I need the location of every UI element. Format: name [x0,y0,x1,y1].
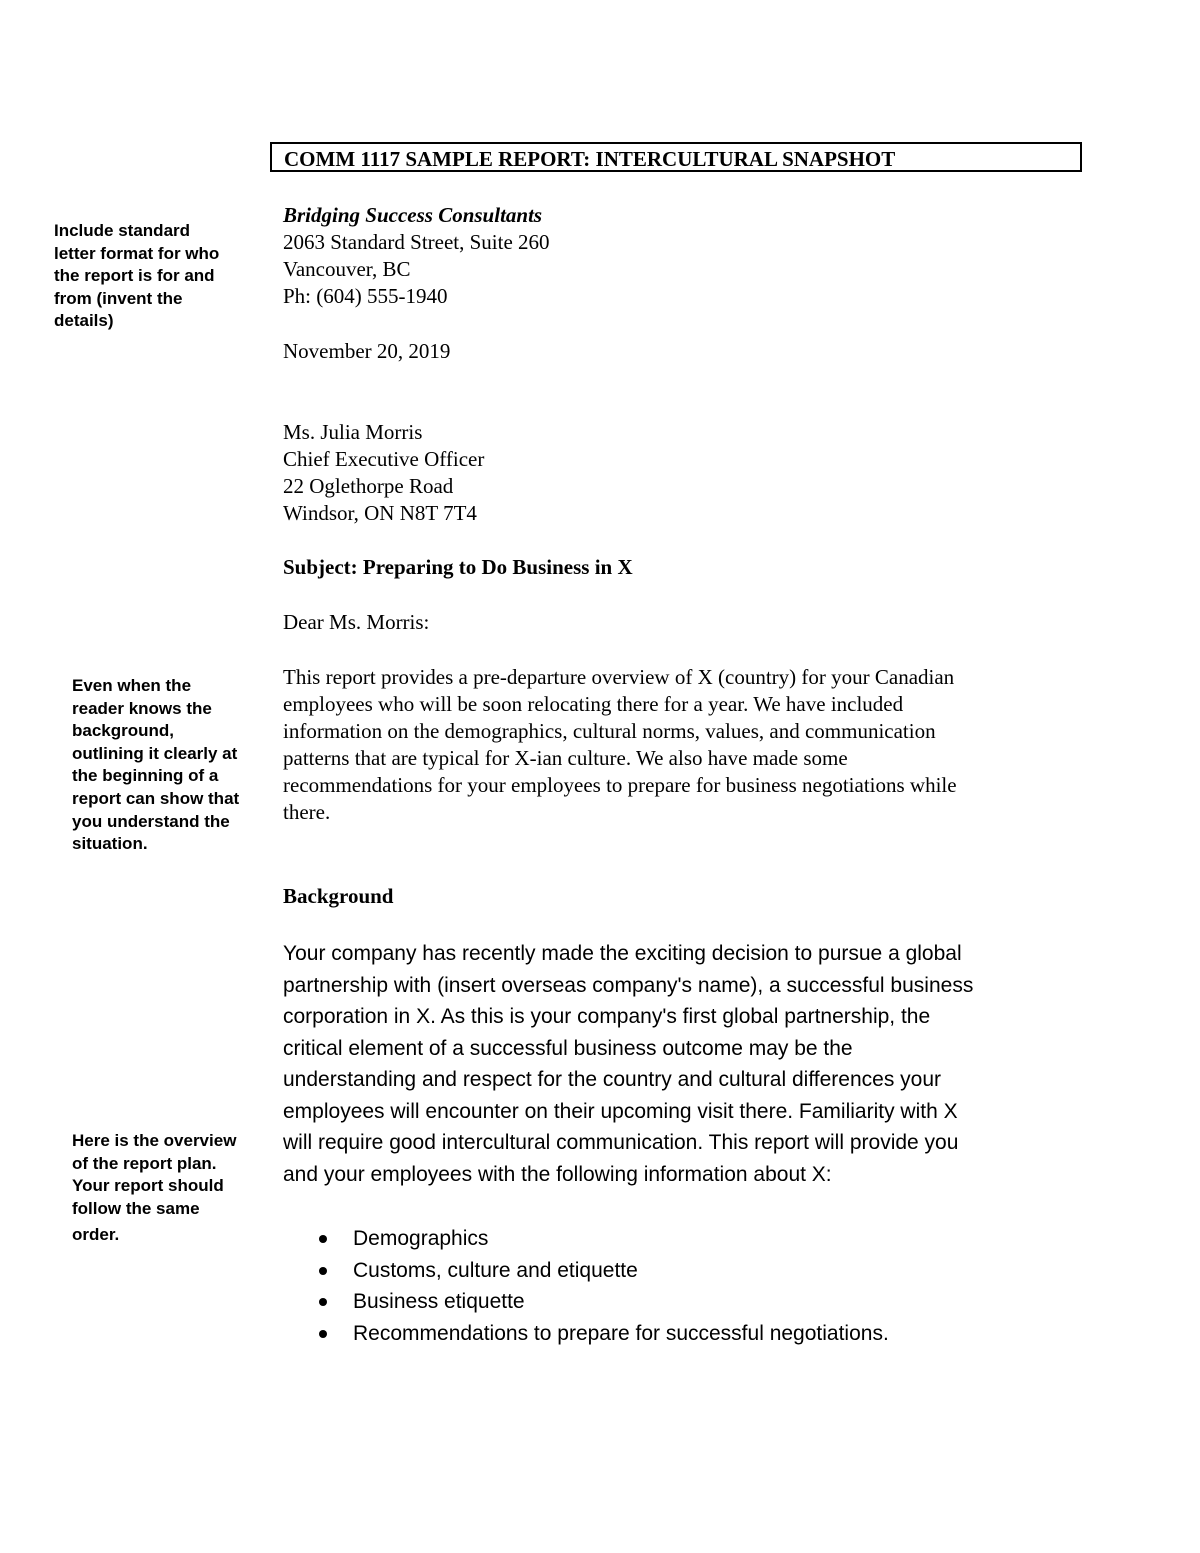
background-line: partnership with (insert overseas company's name), a successful business [283,973,974,997]
intro-line: there. [283,800,331,824]
margin-note-background [72,675,239,856]
background-line: will require good intercultural communication. This report will provide you [283,1131,959,1154]
note-line: follow the same [72,1198,200,1218]
list-item [283,1223,889,1255]
background-line: employees will encounter on their upcoming visit there. Familiarity with X [283,1099,958,1123]
note-line: of the report plan. [72,1153,217,1173]
recipient-street: 22 Oglethorpe Road [283,474,454,498]
background-line: understanding and respect for the country and cultural differences your [283,1068,942,1091]
salutation: Dear Ms. Morris: [283,610,430,634]
note-line: outlining it clearly at [72,743,238,763]
recipient-name: Ms. Julia Morris [283,420,423,444]
note-line: Here is the overview [72,1131,237,1150]
recipient-city: Windsor, ON N8T 7T4 [283,501,477,525]
note-line: reader knows the [72,698,212,718]
intro-line: patterns that are typical for X-ian culture. We also have made some [283,746,848,770]
list-item-label: Demographics [353,1227,489,1250]
note-line: Include standard [54,221,191,240]
sender-company: Bridging Success Consultants [283,203,543,227]
background-line: and your employees with the following information about X: [283,1162,832,1186]
list-item [283,1286,889,1318]
recipient-block [283,419,484,527]
background-heading: Background [283,884,394,908]
sender-street: 2063 Standard Street, Suite 260 [283,230,550,254]
bullet-icon [319,1330,327,1338]
topic-list [283,1223,889,1349]
recipient-title: Chief Executive Officer [283,447,485,471]
sender-block [283,202,550,310]
background-paragraph [283,938,1073,1190]
intro-paragraph [283,664,1063,826]
bullet-icon [319,1267,327,1275]
subject-line: Subject: Preparing to Do Business in X [283,555,633,579]
note-line: situation. [72,834,148,854]
list-item-label: Recommendations to prepare for successful negotiations. [353,1321,889,1345]
list-item [283,1255,889,1287]
note-line: Your report should [72,1176,224,1196]
intro-line: information on the demographics, cultural norms, values, and communication [283,719,936,743]
note-line: the report is for and [54,266,215,286]
note-line: details) [54,311,114,331]
list-item [283,1318,889,1350]
note-line: the beginning of a [72,766,219,786]
note-line: letter format for who [54,243,220,263]
list-item-label: Business etiquette [353,1290,525,1313]
note-line: background, [72,721,175,741]
sender-city: Vancouver, BC [283,257,411,281]
background-line: critical element of a successful business outcome may be the [283,1036,853,1060]
margin-note-letter-format [54,220,219,333]
note-line: order. [72,1225,120,1245]
margin-note-overview [72,1130,236,1247]
bullet-icon [319,1298,327,1306]
note-line: from (invent the [54,288,183,308]
report-title: COMM 1117 SAMPLE REPORT: INTERCULTURAL SNAPSHOT [270,142,1082,172]
note-line: you understand the [72,811,230,831]
note-line: report can show that [72,788,240,808]
sender-phone: Ph: (604) 555-1940 [283,284,448,308]
background-line: corporation in X. As this is your company's first global partnership, the [283,1005,931,1028]
letter-date: November 20, 2019 [283,339,451,363]
intro-line: recommendations for your employees to prepare for business negotiations while [283,773,957,797]
intro-line: employees who will be soon relocating there for a year. We have included [283,692,904,716]
list-item-label: Customs, culture and etiquette [353,1258,638,1282]
background-line: Your company has recently made the exciting decision to pursue a global [283,942,962,965]
intro-line: This report provides a pre-departure overview of X (country) for your Canadian [283,665,955,689]
bullet-icon [319,1235,327,1243]
note-line: Even when the [72,676,192,695]
